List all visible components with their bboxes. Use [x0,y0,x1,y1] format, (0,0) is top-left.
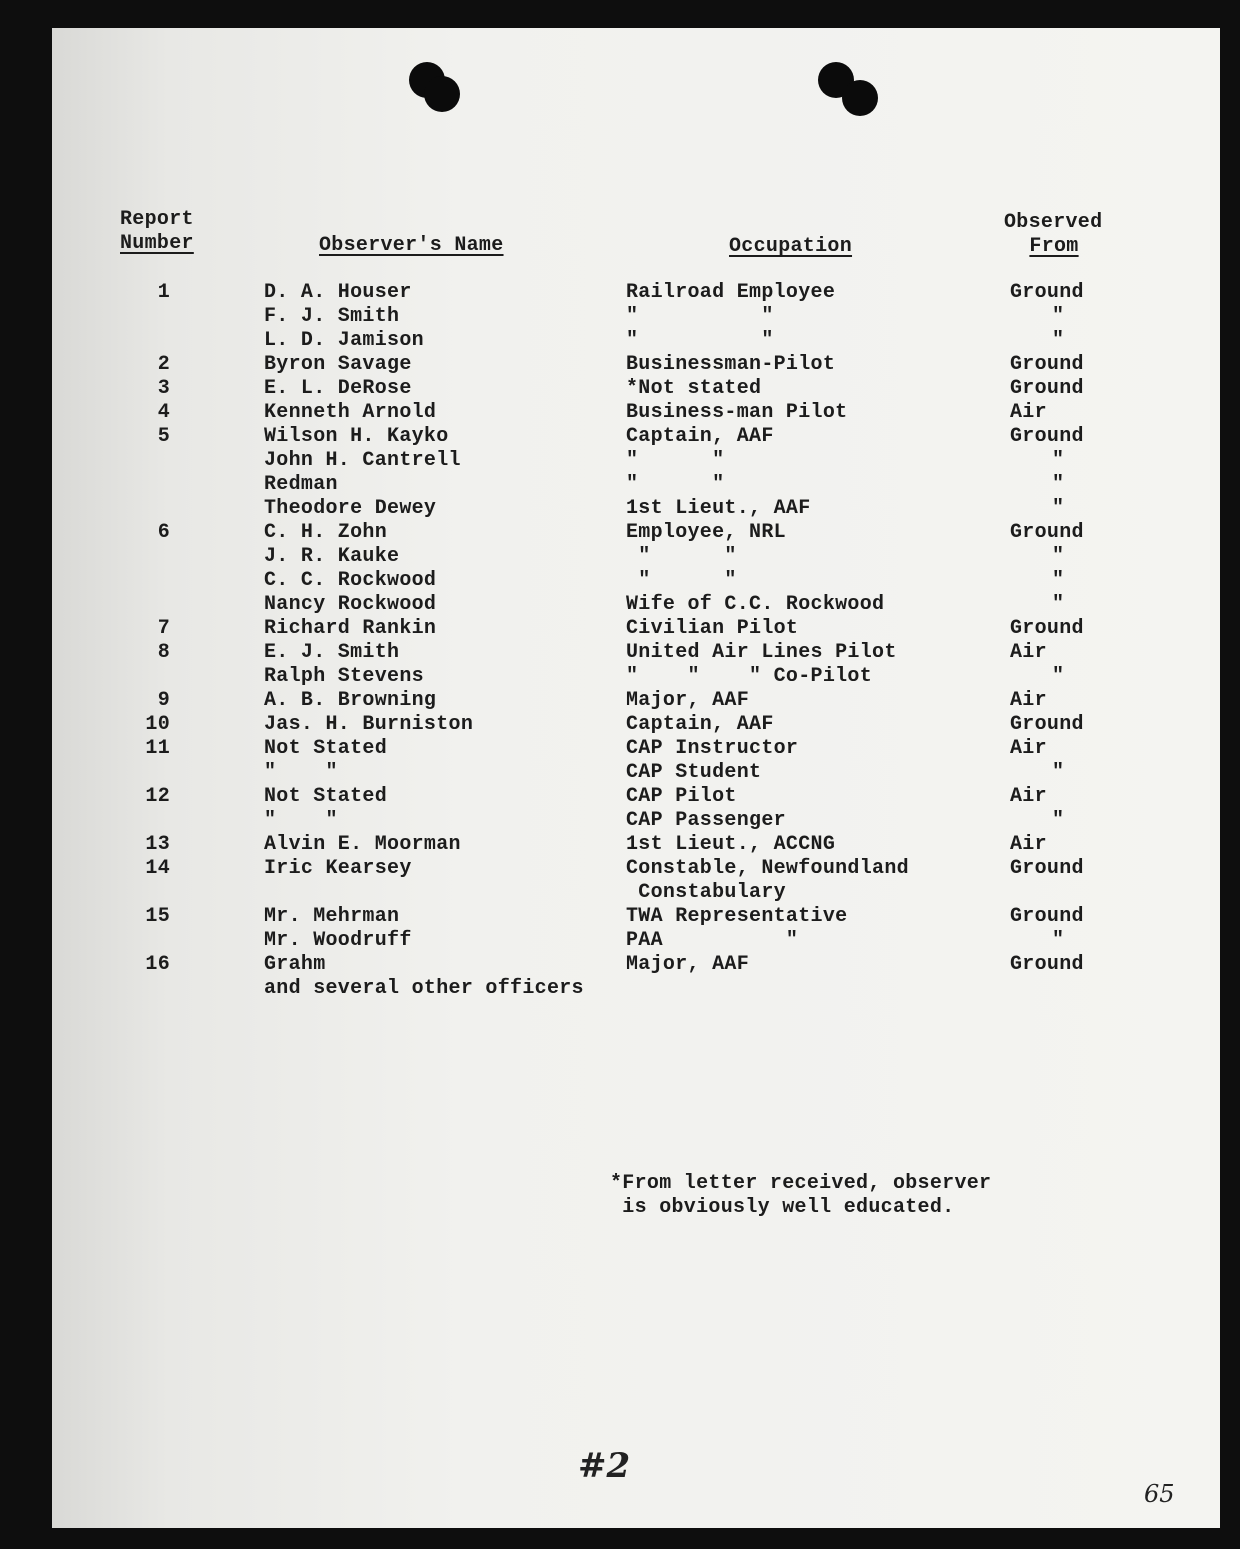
occupation: 1st Lieut., ACCNG [626,833,836,856]
occupation: Major, AAF [626,689,750,712]
observer-name: Jas. H. Burniston [264,713,474,736]
observer-name: A. B. Browning [264,689,437,712]
occupation: Constabulary [626,881,786,904]
document-page [52,28,1220,1528]
occupation: Constable, Newfoundland [626,857,909,880]
punch-hole-left-shadow [424,76,460,112]
report-number: 2 [157,353,170,376]
observed-from: " [1052,449,1065,472]
report-number: 15 [145,905,170,928]
handwritten-number: 65 [1144,1480,1175,1508]
header-observer-name: Observer's Name [319,234,504,257]
observed-from: Air [1010,833,1047,856]
occupation: CAP Student [626,761,762,784]
observer-name: " " [264,809,338,832]
occupation: *Not stated [626,377,762,400]
occupation: United Air Lines Pilot [626,641,897,664]
observer-name: Redman [264,473,338,496]
occupation: Employee, NRL [626,521,786,544]
observed-from: Ground [1010,617,1084,640]
observer-name: Ralph Stevens [264,665,424,688]
occupation: Captain, AAF [626,425,774,448]
occupation: " " " Co-Pilot [626,665,873,688]
report-number: 1 [157,281,170,304]
report-number: 6 [157,521,170,544]
header-occupation: Occupation [729,235,853,258]
page-mark: #2 [578,1446,631,1486]
observed-from: " [1052,497,1065,520]
report-number: 8 [157,641,170,664]
observer-name: Grahm [264,953,326,976]
observer-name: C. H. Zohn [264,521,388,544]
observed-from: " [1052,809,1065,832]
occupation: Major, AAF [626,953,750,976]
observed-from: Ground [1010,521,1084,544]
observer-name: Mr. Mehrman [264,905,400,928]
observed-from: Ground [1010,377,1084,400]
occupation: Businessman-Pilot [626,353,836,376]
observed-from: Air [1010,401,1047,424]
observer-name: " " [264,761,338,784]
occupation: TWA Representative [626,905,848,928]
observer-name: Byron Savage [264,353,412,376]
occupation: " " [626,305,774,328]
observed-from: " [1052,545,1065,568]
observed-from: Ground [1010,905,1084,928]
observed-from: Air [1010,641,1047,664]
report-number: 12 [145,785,170,808]
observer-name: John H. Cantrell [264,449,461,472]
occupation: CAP Pilot [626,785,737,808]
observed-from: " [1052,761,1065,784]
observer-name: Iric Kearsey [264,857,412,880]
report-number: 11 [145,737,170,760]
observer-name: C. C. Rockwood [264,569,437,592]
observer-name: E. L. DeRose [264,377,412,400]
observed-from: " [1052,929,1065,952]
report-number: 5 [157,425,170,448]
occupation: Civilian Pilot [626,617,799,640]
occupation: Business-man Pilot [626,401,848,424]
observed-from: Ground [1010,425,1084,448]
observed-from: Ground [1010,281,1084,304]
occupation: " " [626,569,737,592]
observed-from: " [1052,329,1065,352]
observer-name: J. R. Kauke [264,545,400,568]
observer-name: L. D. Jamison [264,329,424,352]
observed-from: Air [1010,689,1047,712]
observer-name: F. J. Smith [264,305,400,328]
observer-name: E. J. Smith [264,641,400,664]
observer-name: and several other officers [264,977,584,1000]
occupation: " " [626,473,725,496]
observed-from: Ground [1010,953,1084,976]
observed-from: Ground [1010,713,1084,736]
observer-name: Mr. Woodruff [264,929,412,952]
occupation: Wife of C.C. Rockwood [626,593,885,616]
occupation: Captain, AAF [626,713,774,736]
observed-from: Air [1010,785,1047,808]
occupation: PAA " [626,929,799,952]
header-observed-line2: From [1029,235,1079,258]
observer-name: Not Stated [264,785,388,808]
occupation: 1st Lieut., AAF [626,497,811,520]
observed-from: " [1052,569,1065,592]
observed-from: Ground [1010,353,1084,376]
report-number: 13 [145,833,170,856]
footnote-line2: is obviously well educated. [610,1196,955,1219]
observed-from: " [1052,305,1065,328]
occupation: Railroad Employee [626,281,836,304]
observed-from: Ground [1010,857,1084,880]
observer-name: Nancy Rockwood [264,593,437,616]
observed-from: " [1052,593,1065,616]
observer-name: Alvin E. Moorman [264,833,461,856]
report-number: 3 [157,377,170,400]
report-number: 7 [157,617,170,640]
occupation: CAP Instructor [626,737,799,760]
header-observed-line1: Observed [1004,211,1103,234]
observer-name: D. A. Houser [264,281,412,304]
report-number: 16 [145,953,170,976]
occupation: CAP Passenger [626,809,786,832]
observer-name: Richard Rankin [264,617,437,640]
observer-name: Wilson H. Kayko [264,425,449,448]
observed-from: " [1052,473,1065,496]
occupation: " " [626,449,725,472]
header-report-line2: Number [120,232,194,255]
observed-from: Air [1010,737,1047,760]
observer-name: Kenneth Arnold [264,401,437,424]
punch-hole-right-shadow [842,80,878,116]
occupation: " " [626,329,774,352]
report-number: 10 [145,713,170,736]
report-number: 9 [157,689,170,712]
report-number: 4 [157,401,170,424]
observer-name: Not Stated [264,737,388,760]
report-number: 14 [145,857,170,880]
occupation: " " [626,545,737,568]
header-report-line1: Report [120,208,194,231]
observer-name: Theodore Dewey [264,497,437,520]
footnote-line1: *From letter received, observer [610,1172,992,1195]
observed-from: " [1052,665,1065,688]
